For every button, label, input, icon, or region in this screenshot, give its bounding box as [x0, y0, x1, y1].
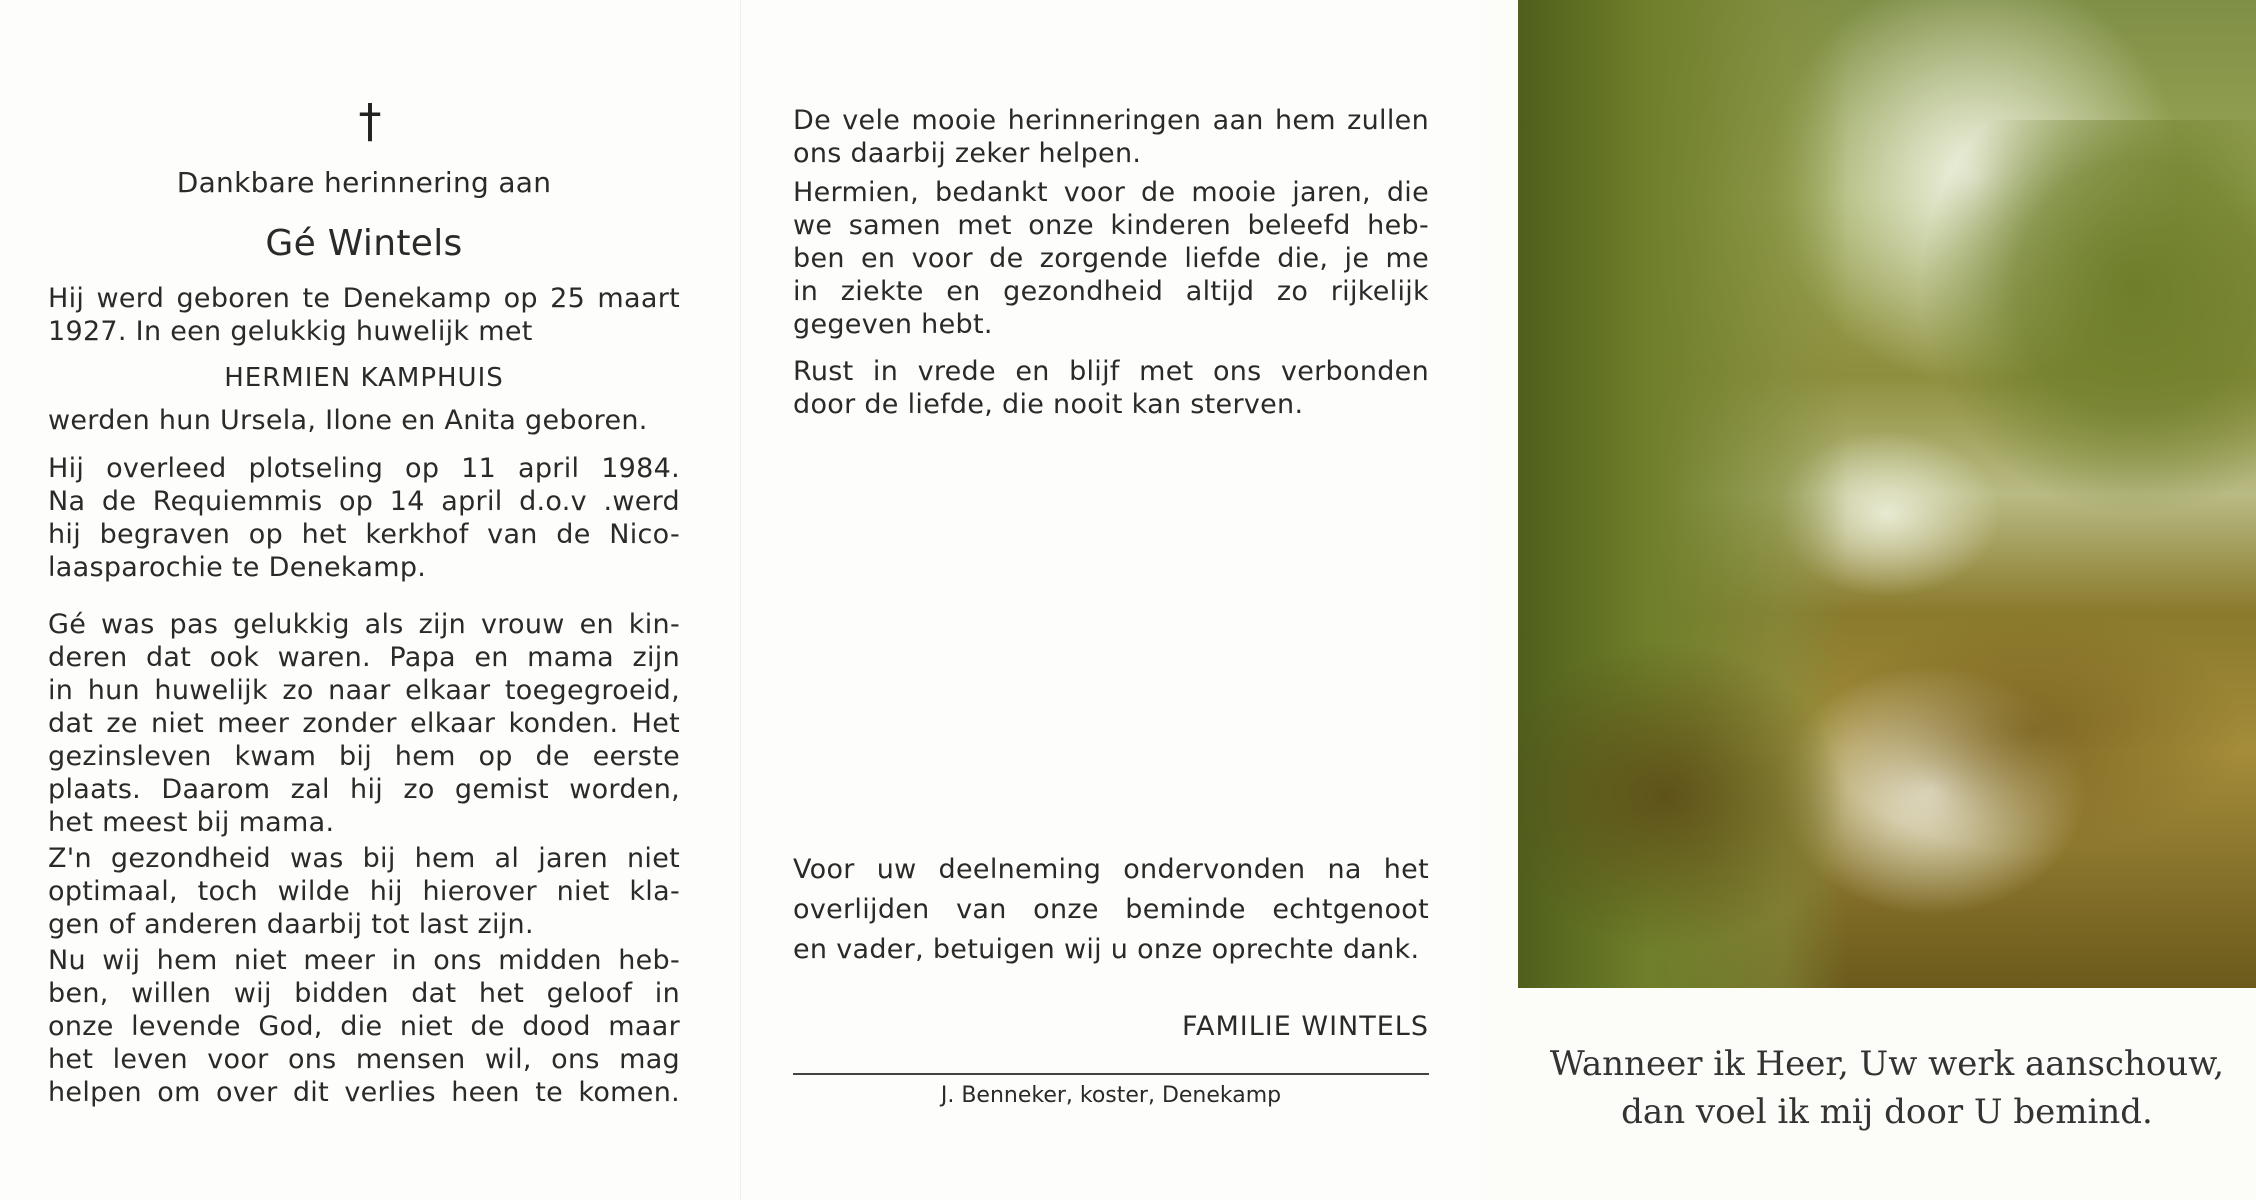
- gratitude-paragraph: [793, 850, 1429, 970]
- memories-paragraph: [793, 104, 1429, 170]
- text-line: Gé was pas gelukkig als zijn vrouw en kin-: [48, 609, 680, 640]
- text-line: Hermien, bedankt voor de mooie jaren, die: [793, 177, 1429, 208]
- children-line: werden hun Ursela, Ilone en Anita geboren.: [48, 405, 648, 436]
- family-paragraph: [48, 608, 680, 839]
- text-line: dat ze niet meer zonder elkaar konden. Het: [48, 708, 680, 739]
- text-line: en vader, betuigen wij u onze oprechte dank.: [793, 934, 1420, 965]
- willow-tree-right: [1856, 120, 2256, 540]
- right-card-page: [1480, 0, 2256, 1200]
- poem-line: Wanneer ik Heer, Uw werk aanschouw,: [1549, 1044, 2225, 1084]
- text-line: 1927. In een gelukkig huwelijk met: [48, 316, 533, 347]
- text-line: laasparochie te Denekamp.: [48, 552, 427, 583]
- birth-paragraph: [48, 282, 680, 348]
- text-line: Rust in vrede en blijf met ons verbonden: [793, 356, 1429, 387]
- deceased-name: Gé Wintels: [265, 223, 463, 264]
- text-line: plaats. Daarom zal hij zo gemist worden,: [48, 774, 680, 805]
- health-paragraph: [48, 842, 680, 941]
- rest-paragraph: [793, 355, 1429, 421]
- text-line: door de liefde, die nooit kan sterven.: [793, 389, 1304, 420]
- spouse-name: HERMIEN KAMPHUIS: [224, 363, 504, 393]
- text-line: helpen om over dit verlies heen te komen.: [48, 1077, 680, 1108]
- text-line: Hij werd geboren te Denekamp op 25 maart: [48, 283, 680, 314]
- text-line: optimaal, toch wilde hij hierover niet kla-: [48, 876, 680, 907]
- text-line: we samen met onze kinderen beleefd heb-: [793, 210, 1429, 241]
- text-line: ben en voor de zorgende liefde die, je me: [793, 243, 1429, 274]
- printer-credit: J. Benneker, koster, Denekamp: [940, 1083, 1282, 1108]
- text-line: Z'n gezondheid was bij hem al jaren niet: [48, 843, 680, 874]
- cross-icon: †: [358, 94, 382, 148]
- poem-line: dan voel ik mij door U bemind.: [1621, 1092, 2153, 1132]
- text-line: gezinsleven kwam bij hem op de eerste: [48, 741, 680, 772]
- death-paragraph: [48, 452, 680, 584]
- middle-card-page: [740, 0, 1481, 1200]
- text-line: in hun huwelijk zo naar elkaar toegegroeid,: [48, 675, 680, 706]
- thanks-paragraph: [793, 176, 1429, 341]
- water-reflection: [1518, 560, 2256, 988]
- left-card-page: [0, 0, 740, 1200]
- text-line: Voor uw deelneming ondervonden na het: [793, 854, 1429, 885]
- faith-paragraph: [48, 944, 680, 1109]
- text-line: deren dat ook waren. Papa en mama zijn: [48, 642, 680, 673]
- heading: Dankbare herinnering aan: [176, 166, 552, 199]
- poem: [1518, 1040, 2256, 1136]
- willow-pond-photo: [1518, 0, 2256, 988]
- text-line: Na de Requiemmis op 14 april d.o.v .werd: [48, 486, 680, 517]
- text-line: ons daarbij zeker helpen.: [793, 138, 1142, 169]
- text-line: het meest bij mama.: [48, 807, 335, 838]
- text-line: Hij overleed plotseling op 11 april 1984.: [48, 453, 680, 484]
- text-line: Nu wij hem niet meer in ons midden heb-: [48, 945, 680, 976]
- text-line: De vele mooie herinneringen aan hem zullen: [793, 105, 1429, 136]
- text-line: hij begraven op het kerkhof van de Nico-: [48, 519, 680, 550]
- text-line: in ziekte en gezondheid altijd zo rijkelijk: [793, 276, 1429, 307]
- text-line: gegeven hebt.: [793, 309, 993, 340]
- text-line: ben, willen wij bidden dat het geloof in: [48, 978, 680, 1009]
- divider: [793, 1073, 1429, 1075]
- text-line: het leven voor ons mensen wil, ons mag: [48, 1044, 680, 1075]
- family-signature: FAMILIE WINTELS: [1181, 1011, 1429, 1042]
- text-line: onze levende God, die niet de dood maar: [48, 1011, 680, 1042]
- text-line: gen of anderen daarbij tot last zijn.: [48, 909, 534, 940]
- text-line: overlijden van onze beminde echtgenoot: [793, 894, 1429, 925]
